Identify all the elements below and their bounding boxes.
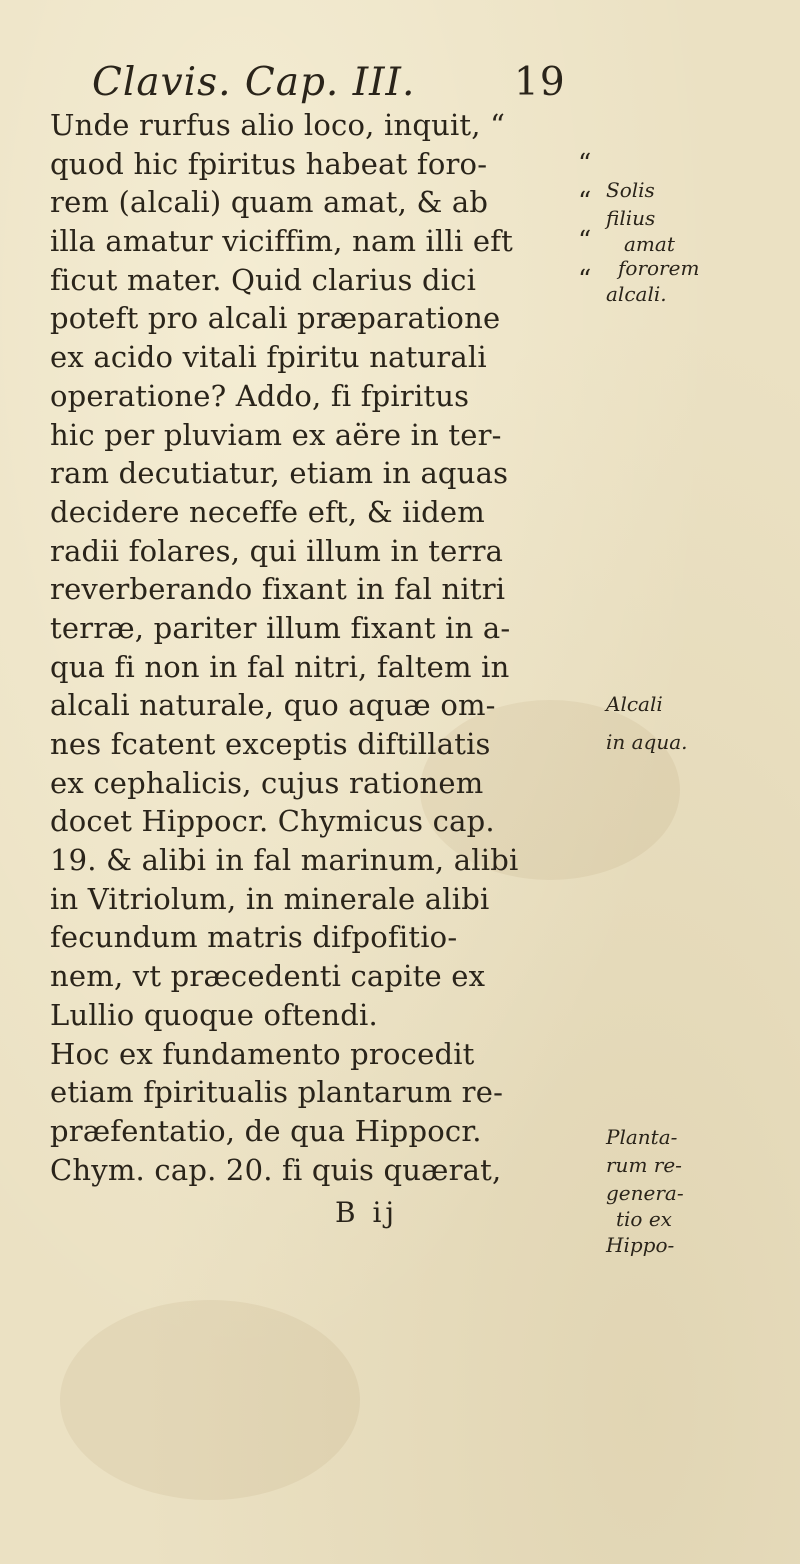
text-line-content: operatione? Addo, fi fpiritus — [50, 378, 470, 413]
text-line-content: Chym. cap. 20. fi quis quærat, — [50, 1152, 502, 1187]
text-line-content: terræ, pariter illum fixant in a- — [50, 610, 511, 645]
signature-mark: B ij — [335, 1196, 399, 1229]
text-line — [50, 299, 598, 338]
text-line — [50, 1035, 598, 1074]
text-line-content: nem, vt præcedenti capite ex — [50, 959, 486, 994]
text-line-content: fecundum matris difpofitio- — [50, 920, 458, 955]
text-line — [50, 1151, 598, 1190]
text-line-content: decidere neceffe eft, & iidem — [50, 494, 485, 529]
main-text-block — [50, 106, 598, 1189]
text-line-content: ex acido vitali fpiritu naturali — [50, 340, 487, 375]
text-line — [50, 493, 598, 532]
text-line — [50, 454, 598, 493]
text-line — [50, 648, 598, 687]
text-line-content: radii folares, qui illum in terra — [50, 533, 504, 568]
text-line — [50, 686, 598, 725]
text-line-content: nes fcatent exceptis diftillatis — [50, 727, 491, 761]
text-line — [50, 957, 598, 996]
text-line-content: qua fi non in fal nitri, faltem in — [50, 649, 510, 684]
text-line — [50, 338, 598, 377]
margin-note-word: genera- — [606, 1181, 684, 1205]
text-line-content: quod hic fpiritus habeat foro- — [50, 146, 488, 181]
text-line-content: Unde rurfus alio loco, inquit, “ — [50, 108, 506, 142]
text-line-content: Lullio quoque oftendi. — [50, 997, 378, 1032]
text-line — [50, 377, 598, 416]
text-line-content: Hoc ex fundamento procedit — [50, 1036, 475, 1071]
text-line-content: præfentatio, de qua Hippocr. — [50, 1113, 482, 1148]
margin-note-word: Solis — [606, 178, 655, 202]
margin-note-word: fororem — [618, 256, 700, 280]
text-line — [50, 609, 598, 648]
text-line-content: docet Hippocr. Chymicus cap. — [50, 804, 495, 839]
quotation-mark: “ — [578, 264, 592, 295]
margin-note-word: Planta- — [606, 1125, 678, 1149]
text-line — [50, 261, 598, 300]
text-line-content: etiam fpiritualis plantarum re- — [50, 1075, 504, 1110]
page-header — [92, 60, 692, 110]
text-line — [50, 183, 598, 222]
text-line — [50, 725, 598, 764]
margin-note-word: amat — [624, 232, 675, 256]
text-line — [50, 841, 598, 880]
text-line-content: poteft pro alcali præparatione — [50, 301, 501, 336]
text-line — [50, 1073, 598, 1112]
text-line — [50, 570, 598, 609]
page-number: 19 — [514, 60, 566, 105]
margin-note-word: tio ex — [616, 1207, 672, 1231]
margin-note-word: filius — [606, 206, 656, 230]
text-line — [50, 802, 598, 841]
text-line-content: in Vitriolum, in minerale alibi — [50, 881, 490, 916]
margin-note-word: rum re- — [606, 1153, 682, 1177]
text-line — [50, 222, 598, 261]
text-line — [50, 532, 598, 571]
quotation-mark: “ — [578, 226, 592, 257]
text-line-content: hic per pluviam ex aëre in ter- — [50, 417, 502, 452]
margin-note-word: alcali. — [606, 282, 667, 306]
text-line-content: illa amatur viciffim, nam illi eft — [50, 224, 514, 259]
text-line-content: ex cephalicis, cujus rationem — [50, 765, 484, 800]
text-line — [50, 106, 598, 145]
text-line — [50, 1112, 598, 1151]
text-line-content: ram decutiatur, etiam in aquas — [50, 456, 509, 491]
paper-stain — [60, 1300, 360, 1500]
margin-note-word: in aqua. — [606, 730, 688, 754]
quotation-mark: “ — [578, 148, 592, 179]
text-line-content: 19. & alibi in fal marinum, alibi — [50, 843, 519, 878]
text-line — [50, 416, 598, 455]
margin-note-word: Alcali — [606, 692, 663, 716]
running-title: Clavis. Cap. III. — [92, 60, 416, 105]
text-line — [50, 918, 598, 957]
text-line — [50, 880, 598, 919]
quotation-mark: “ — [578, 187, 592, 218]
text-line-content: rem (alcali) quam amat, & ab — [50, 185, 489, 220]
text-line-content: reverberando fixant in fal nitri — [50, 572, 506, 607]
text-line — [50, 764, 598, 803]
text-line — [50, 996, 598, 1035]
text-line-content: alcali naturale, quo aquæ om- — [50, 688, 496, 723]
text-line — [50, 145, 598, 184]
margin-note-word: Hippo- — [606, 1233, 675, 1257]
text-line-content: ficut mater. Quid clarius dici — [50, 262, 477, 297]
